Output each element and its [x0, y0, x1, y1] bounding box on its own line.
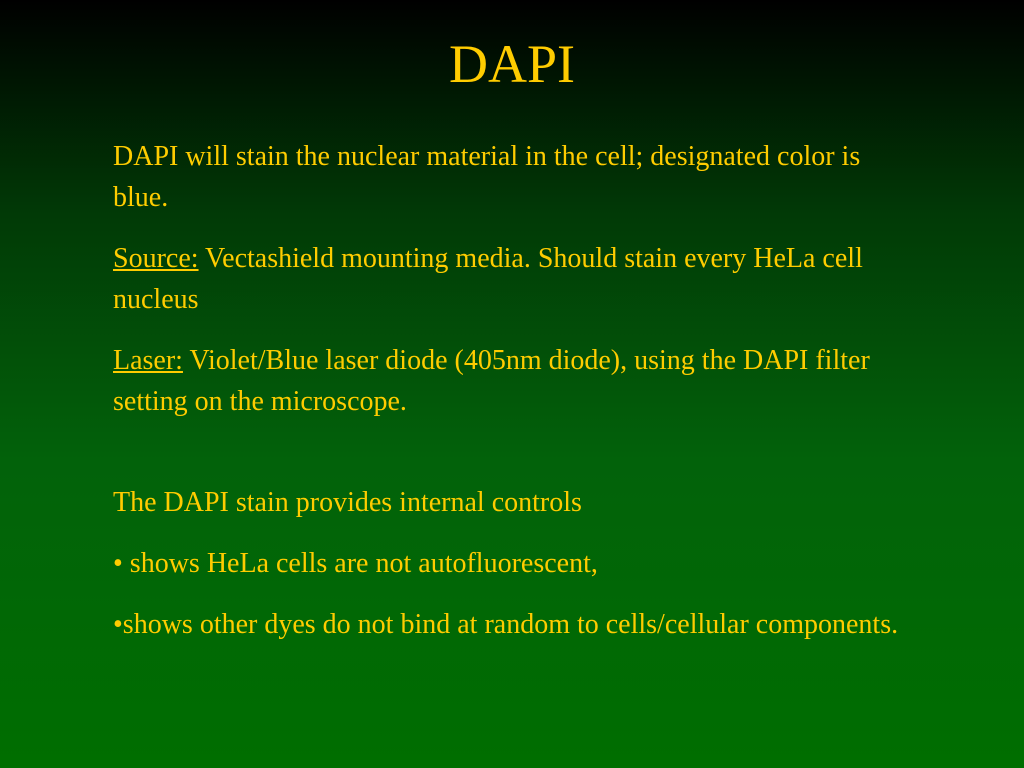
- bullet-item: •shows other dyes do not bind at random to cells/cellular components.: [113, 609, 899, 640]
- laser-label: Laser:: [113, 345, 183, 376]
- controls-heading: The DAPI stain provides internal controls: [113, 487, 582, 518]
- source-label: Source:: [113, 243, 199, 274]
- slide-body: [113, 136, 913, 665]
- slide-title: DAPI: [448, 34, 575, 94]
- bullet-item: • shows HeLa cells are not autofluorescent,: [113, 548, 598, 579]
- laser-paragraph: [113, 340, 913, 422]
- intro-paragraph: DAPI will stain the nuclear material in the cell; designated color is blue.: [113, 141, 861, 213]
- source-paragraph: [113, 238, 913, 320]
- source-text: Vectashield mounting media. Should stain every HeLa cell nucleus: [113, 243, 863, 315]
- laser-text: Violet/Blue laser diode (405nm diode), using the DAPI filter setting on the microscope.: [113, 345, 870, 417]
